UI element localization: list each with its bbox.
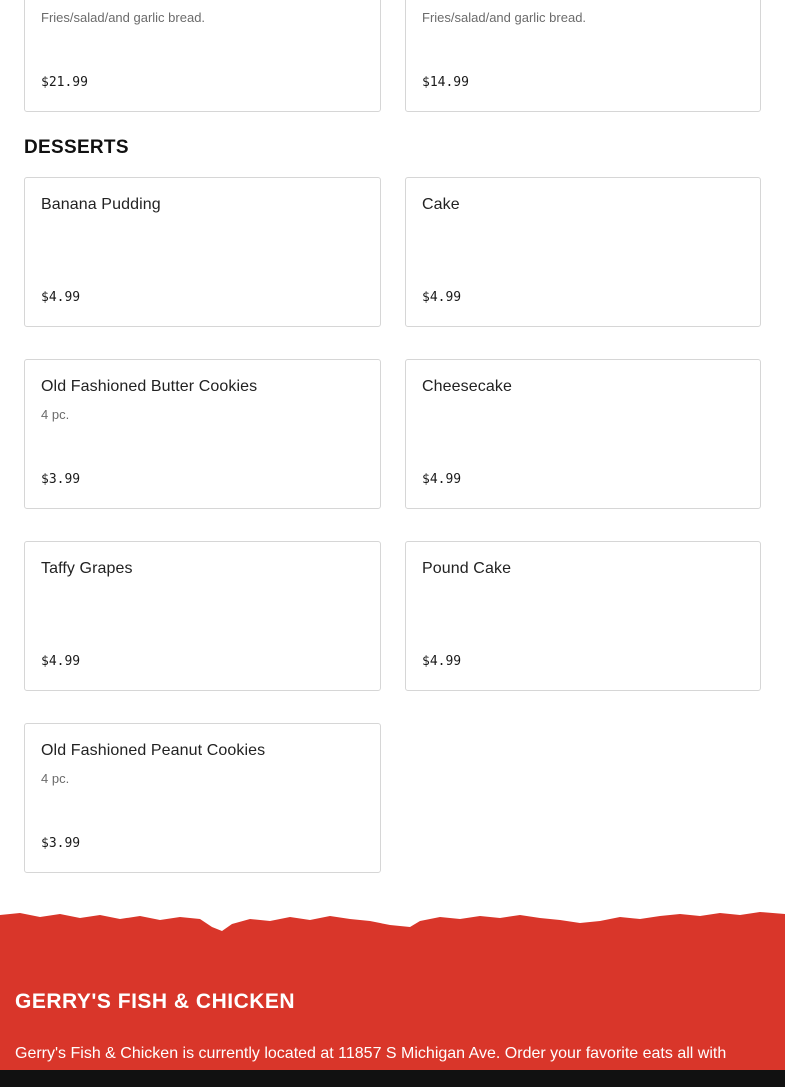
item-description: 4 pc. bbox=[41, 771, 70, 786]
item-name: Taffy Grapes bbox=[41, 560, 133, 577]
item-description: 4 pc. bbox=[41, 407, 70, 422]
item-name: Old Fashioned Peanut Cookies bbox=[41, 742, 266, 759]
item-price: $3.99 bbox=[41, 472, 81, 487]
footer-restaurant-name: GERRY'S FISH & CHICKEN bbox=[15, 990, 296, 1013]
item-price: $14.99 bbox=[422, 75, 469, 90]
menu-item-card[interactable] bbox=[24, 359, 381, 509]
menu-item-card[interactable] bbox=[24, 723, 381, 873]
item-name: Cake bbox=[422, 196, 460, 213]
item-name: Pound Cake bbox=[422, 560, 512, 577]
menu-item-card[interactable] bbox=[24, 0, 381, 112]
menu-item-card[interactable] bbox=[405, 359, 761, 509]
item-price: $21.99 bbox=[41, 75, 88, 90]
item-name: Old Fashioned Butter Cookies bbox=[41, 378, 258, 395]
bottom-bar bbox=[0, 1070, 785, 1087]
menu-item-card[interactable] bbox=[405, 0, 761, 112]
item-price: $4.99 bbox=[41, 290, 81, 305]
item-name: Banana Pudding bbox=[41, 196, 161, 213]
menu-item-card[interactable] bbox=[24, 177, 381, 327]
item-price: $3.99 bbox=[41, 836, 81, 851]
footer-description: Gerry's Fish & Chicken is currently located at 11857 S Michigan Ave. Order your favorite eats all with bbox=[15, 1045, 727, 1062]
item-description: Fries/salad/and garlic bread. bbox=[41, 10, 206, 25]
menu-item-card[interactable] bbox=[405, 541, 761, 691]
menu-item-card[interactable] bbox=[24, 541, 381, 691]
section-title-desserts: DESSERTS bbox=[24, 137, 129, 158]
item-price: $4.99 bbox=[422, 472, 462, 487]
item-name: Cheesecake bbox=[422, 378, 512, 395]
site-footer bbox=[0, 905, 785, 1087]
item-price: $4.99 bbox=[41, 654, 81, 669]
item-description: Fries/salad/and garlic bread. bbox=[422, 10, 587, 25]
menu-item-card[interactable] bbox=[405, 177, 761, 327]
item-price: $4.99 bbox=[422, 290, 462, 305]
item-price: $4.99 bbox=[422, 654, 462, 669]
